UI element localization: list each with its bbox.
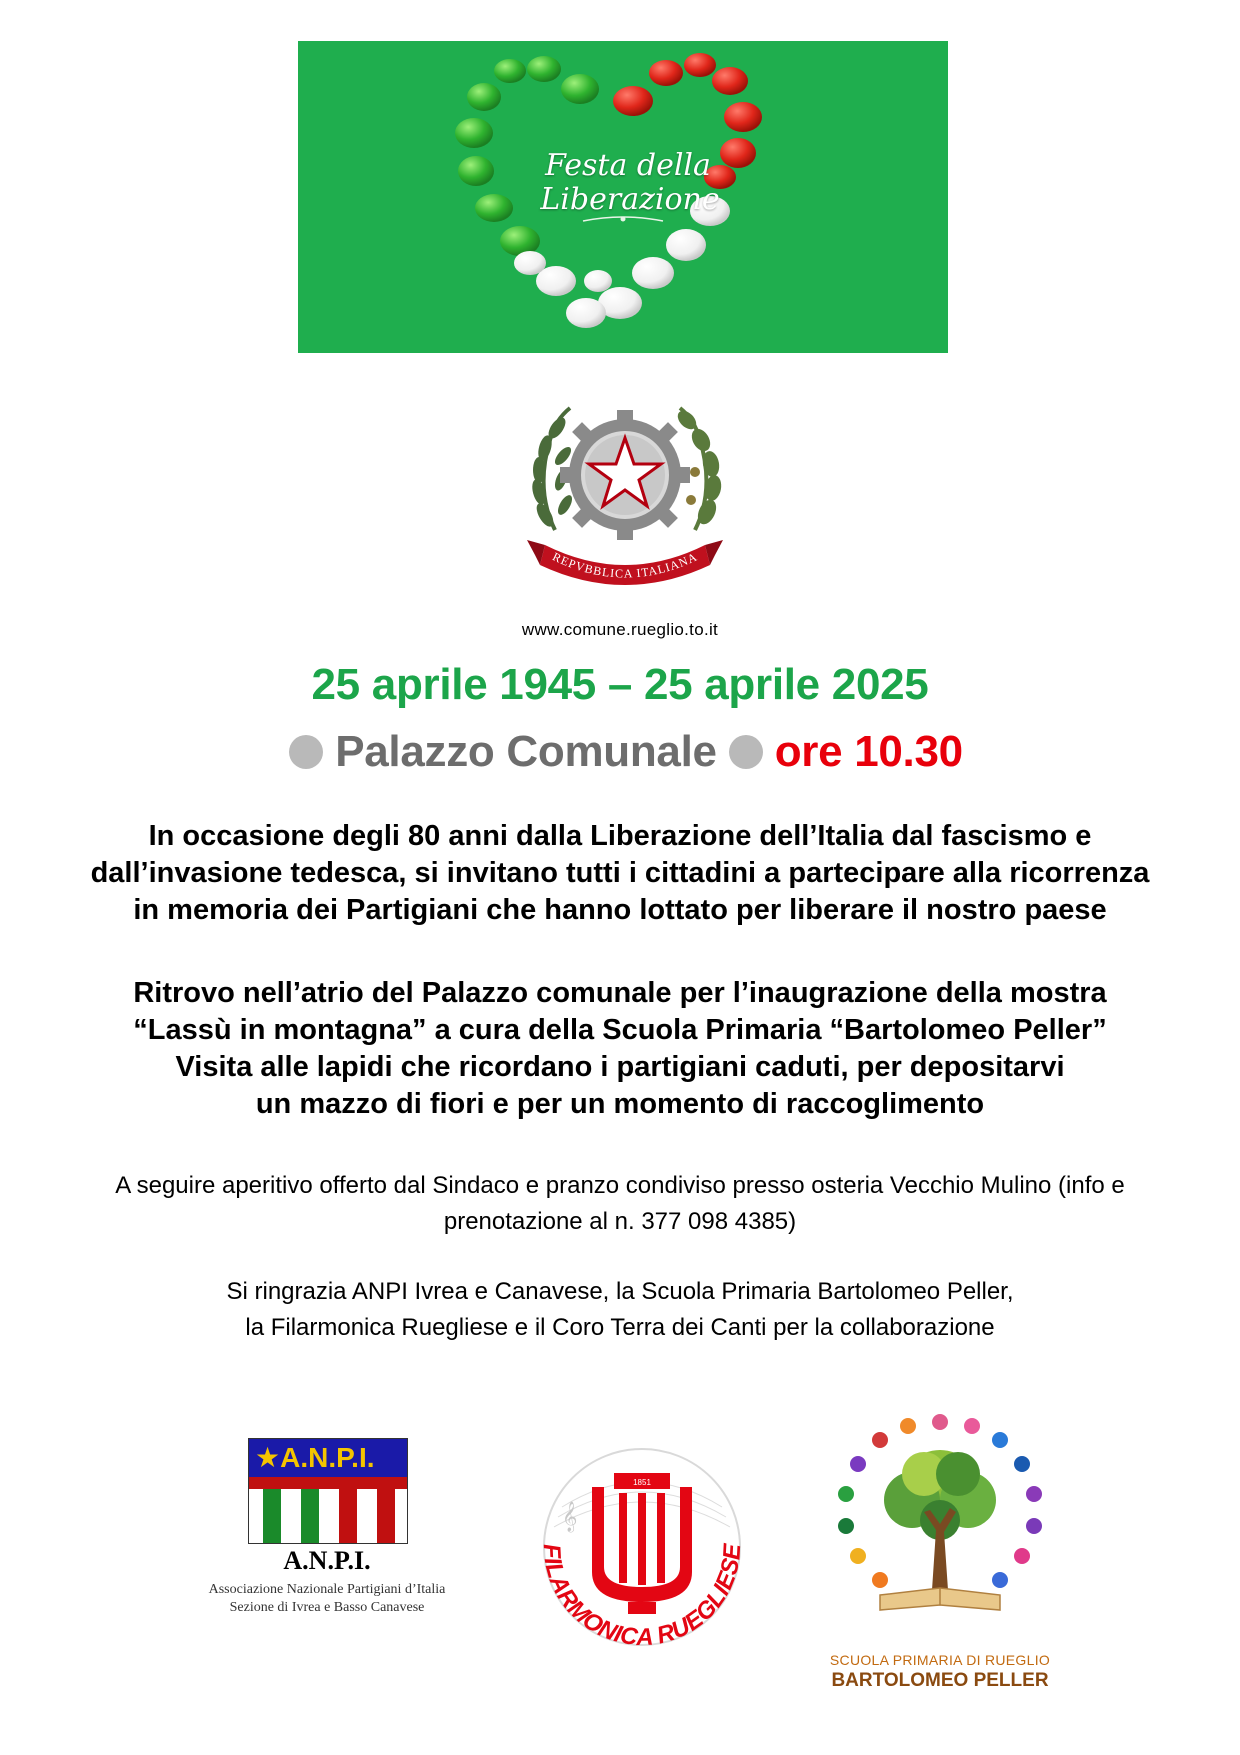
place-label: Palazzo Comunale	[335, 727, 717, 776]
thanks-paragraph	[40, 1274, 1200, 1346]
emblema-repubblica-italiana-icon	[515, 380, 735, 595]
site-url-link[interactable]: www.comune.rueglio.to.it	[521, 620, 719, 639]
lyre-icon	[592, 1473, 692, 1614]
anpi-logo	[192, 1438, 462, 1648]
time-label: ore 10.30	[774, 727, 963, 776]
place-time-heading	[0, 727, 1240, 777]
banner-title-line1: Festa della	[545, 148, 711, 183]
tree-of-children-icon	[820, 1400, 1060, 1650]
filarmonica-year: 1851	[633, 1478, 651, 1487]
program-line: “Lassù in montagna” a cura della Scuola Primaria “Bartolomeo Peller”	[133, 1014, 1107, 1046]
scuola-line1: SCUOLA PRIMARIA DI RUEGLIO	[829, 1652, 1051, 1668]
program-line: un mazzo di fiori e per un momento di raccoglimento	[255, 1088, 985, 1120]
aperitivo-paragraph	[40, 1168, 1200, 1240]
intro-line: dall’invasione tedesca, si invitano tutti i cittadini a partecipare alla ricorrenza	[90, 857, 1150, 889]
scuola-logo	[820, 1400, 1060, 1700]
program-line: Ritrovo nell’atrio del Palazzo comunale per l’inaugrazione della mostra	[133, 977, 1107, 1009]
anpi-subtitle: Associazione Nazionale Partigiani d’Italia	[208, 1582, 446, 1597]
scuola-line2: BARTOLOMEO PELLER	[831, 1670, 1049, 1691]
dates-heading: 25 aprile 1945 – 25 aprile 2025	[311, 660, 929, 709]
program-line: Visita alle lapidi che ricordano i partigiani caduti, per depositarvi	[175, 1051, 1065, 1083]
star-icon: ★	[255, 1442, 281, 1473]
treble-clef-icon: 𝄞	[562, 1502, 578, 1532]
program-paragraph	[40, 975, 1200, 1123]
thanks-line: la Filarmonica Ruegliese e il Coro Terra dei Canti per la collaborazione	[245, 1314, 995, 1341]
thanks-line: Si ringrazia ANPI Ivrea e Canavese, la Scuola Primaria Bartolomeo Peller,	[226, 1278, 1014, 1305]
aperitivo-line: prenotazione al n. 377 098 4385)	[443, 1208, 797, 1235]
anpi-badge-text: A.N.P.I.	[280, 1442, 375, 1473]
banner-title	[528, 149, 728, 217]
filarmonica-name: FILARMONICA RUEGLIESE	[537, 1543, 747, 1652]
bullet-icon	[729, 735, 763, 769]
intro-line: in memoria dei Partigiani che hanno lottato per liberare il nostro paese	[133, 894, 1107, 926]
aperitivo-line: A seguire aperitivo offerto dal Sindaco e pranzo condiviso presso osteria Vecchio Mulino (info e	[115, 1172, 1125, 1199]
banner-title-line2: Liberazione	[540, 182, 720, 217]
filarmonica-logo	[522, 1437, 762, 1677]
bullet-icon	[289, 735, 323, 769]
anpi-subtitle: Sezione di Ivrea e Basso Canavese	[229, 1600, 425, 1615]
anpi-title: A.N.P.I.	[283, 1546, 371, 1575]
intro-paragraph	[40, 818, 1200, 929]
intro-line: In occasione degli 80 anni dalla Liberazione dell’Italia dal fascismo e	[148, 820, 1092, 852]
anpi-flag-icon	[248, 1438, 408, 1544]
festa-liberazione-banner	[298, 41, 948, 353]
ribbon-text: REPVBBLICA ITALIANA	[550, 549, 700, 581]
